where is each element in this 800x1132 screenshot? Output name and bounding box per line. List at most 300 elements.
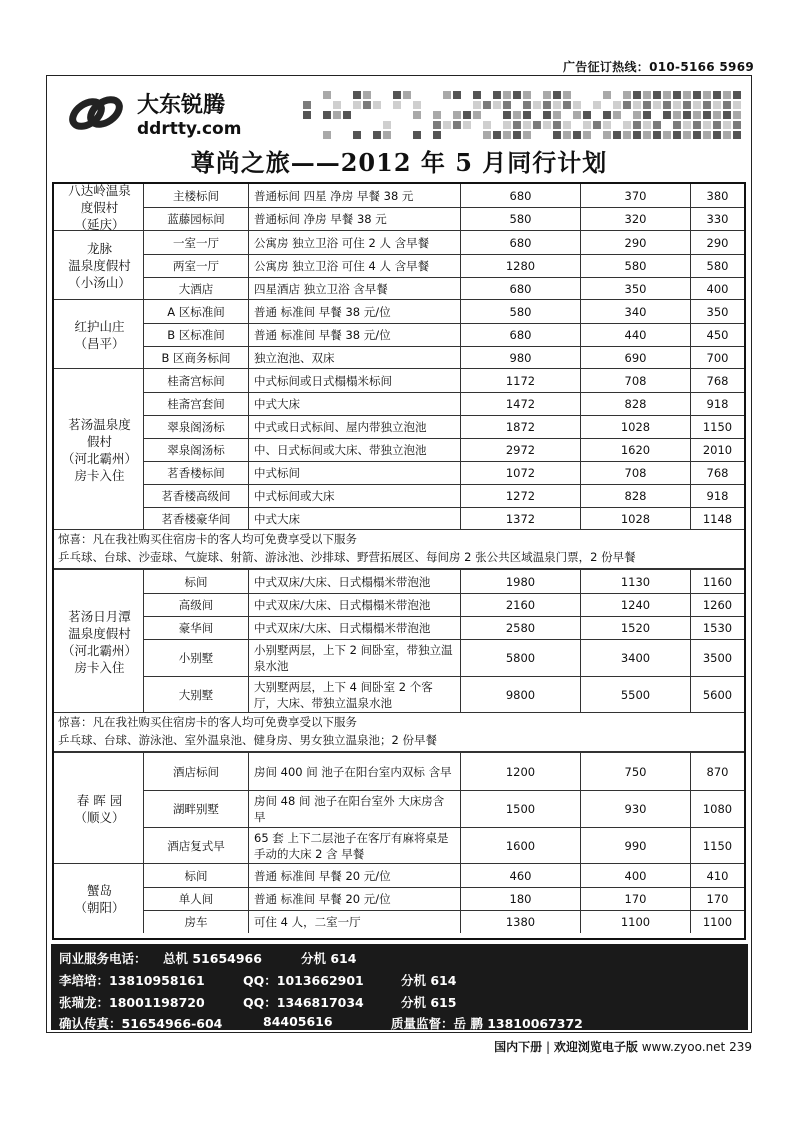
room-description: 四星酒店 独立卫浴 含早餐 xyxy=(248,278,460,300)
contact-qq: QQ：1013662901 xyxy=(243,973,364,988)
pixel-square xyxy=(733,131,741,139)
room-type: 小别墅 xyxy=(178,651,214,665)
pixel-square xyxy=(553,121,561,129)
note-line-2: 乒乓球、台球、游泳池、室外温泉池、健身房、男女独立温泉池；2 份早餐 xyxy=(58,733,437,747)
price-1: 5800 xyxy=(460,640,580,676)
price-3: 330 xyxy=(690,208,744,230)
pixel-square xyxy=(483,131,491,139)
pixel-square xyxy=(543,101,551,109)
price-3: 870 xyxy=(690,753,744,790)
price-3: 2010 xyxy=(690,439,744,461)
pixel-square xyxy=(483,121,491,129)
price-1: 2580 xyxy=(460,617,580,639)
pixel-square xyxy=(353,101,361,109)
contact-qq: QQ：1346817034 xyxy=(243,995,364,1010)
bonus-note xyxy=(54,712,744,752)
room-type: 翠泉阁汤标 xyxy=(167,443,225,457)
pixel-square xyxy=(713,111,721,119)
pixel-square xyxy=(383,131,391,139)
price-2: 290 xyxy=(580,231,690,254)
pixel-square xyxy=(303,111,311,119)
pixel-square xyxy=(333,111,341,119)
note-line-1: 惊喜：凡在我社购买住宿房卡的客人均可免费享受以下服务 xyxy=(58,532,357,546)
price-2: 990 xyxy=(580,828,690,864)
pixel-square xyxy=(453,121,461,129)
pixel-square xyxy=(713,121,721,129)
room-type: 茗香楼高级间 xyxy=(161,489,231,503)
pixel-square xyxy=(533,121,541,129)
service-ext: 分机 614 xyxy=(301,951,357,966)
pixel-square xyxy=(373,101,381,109)
footer-slogan: 欢迎浏览电子版 xyxy=(553,1040,638,1054)
pixel-square xyxy=(723,131,731,139)
hotel-location: 茗汤日月潭 温泉度假村 （河北霸州） 房卡入住 xyxy=(56,570,144,713)
pixel-square xyxy=(323,131,331,139)
supervisor: 质量监督：岳 鹏 13810067372 xyxy=(391,1016,583,1031)
price-1: 680 xyxy=(460,278,580,300)
price-2: 340 xyxy=(580,300,690,323)
room-type: 标间 xyxy=(184,868,208,883)
pixel-square xyxy=(633,121,641,129)
pixel-square xyxy=(693,131,701,139)
table-row xyxy=(144,207,744,230)
price-1: 580 xyxy=(460,300,580,323)
pixel-square xyxy=(643,91,651,99)
price-3: 350 xyxy=(690,300,744,323)
pixel-square xyxy=(673,131,681,139)
price-1: 1372 xyxy=(460,508,580,530)
price-2: 5500 xyxy=(580,677,690,713)
price-2: 1240 xyxy=(580,594,690,616)
pixel-square xyxy=(723,111,731,119)
pixel-square xyxy=(343,111,351,119)
price-3: 1160 xyxy=(690,570,744,593)
price-3: 3500 xyxy=(690,640,744,676)
pixel-square xyxy=(413,111,421,119)
logo-en: ddrtty.com xyxy=(137,119,242,139)
pixel-square xyxy=(373,131,381,139)
room-description: 普通 标准间 早餐 20 元/位 xyxy=(248,864,460,887)
price-1: 1500 xyxy=(460,791,580,827)
pixel-square xyxy=(303,101,311,109)
room-description: 中式标间或大床 xyxy=(248,485,460,507)
room-description: 公寓房 独立卫浴 可住 4 人 含早餐 xyxy=(248,255,460,277)
room-type: 大酒店 xyxy=(178,282,214,296)
room-type: 标间 xyxy=(184,574,208,589)
price-1: 9800 xyxy=(460,677,580,713)
pixel-square xyxy=(443,121,451,129)
hotel-group xyxy=(54,863,744,932)
pixel-square xyxy=(733,121,741,129)
room-description: 公寓房 独立卫浴 可住 2 人 含早餐 xyxy=(248,231,460,254)
pixel-square xyxy=(713,91,721,99)
pixel-square xyxy=(493,91,501,99)
pixel-square xyxy=(733,111,741,119)
table-row xyxy=(144,438,744,461)
price-2: 1100 xyxy=(580,911,690,933)
pixel-square xyxy=(573,101,581,109)
pixel-square xyxy=(363,101,371,109)
table-row xyxy=(144,392,744,415)
pixel-square xyxy=(333,101,341,109)
pixel-square xyxy=(503,121,511,129)
room-description: 65 套 上下二层池子在客厅有麻将桌是手动的大床 2 含 早餐 xyxy=(248,828,460,864)
bonus-note xyxy=(54,529,744,569)
pixel-square xyxy=(623,101,631,109)
price-1: 1472 xyxy=(460,393,580,415)
price-3: 768 xyxy=(690,369,744,392)
price-2: 1028 xyxy=(580,508,690,530)
table-row xyxy=(144,593,744,616)
hotel-group xyxy=(54,184,744,230)
pixel-square xyxy=(633,91,641,99)
price-2: 1520 xyxy=(580,617,690,639)
pixel-square xyxy=(563,121,571,129)
room-type: 一室一厅 xyxy=(173,235,219,250)
table-row xyxy=(144,277,744,300)
table-row xyxy=(144,415,744,438)
room-type: 桂斋宫标间 xyxy=(167,373,225,388)
room-description: 中式大床 xyxy=(248,508,460,530)
pixel-square xyxy=(643,121,651,129)
pixel-square xyxy=(523,131,531,139)
pixel-square xyxy=(673,111,681,119)
pixel-square xyxy=(523,111,531,119)
pixel-square xyxy=(503,101,511,109)
price-1: 680 xyxy=(460,184,580,207)
pixel-square xyxy=(553,131,561,139)
price-2: 400 xyxy=(580,864,690,887)
pixel-square xyxy=(593,121,601,129)
pixel-square xyxy=(713,101,721,109)
price-3: 1530 xyxy=(690,617,744,639)
room-description: 中式双床/大床、日式榻榻米带泡池 xyxy=(248,570,460,593)
pixel-square xyxy=(633,101,641,109)
pixel-square xyxy=(513,121,521,129)
table-row xyxy=(144,753,744,790)
pixel-square xyxy=(643,101,651,109)
pixel-decoration xyxy=(302,80,748,140)
pixel-square xyxy=(433,131,441,139)
pixel-square xyxy=(703,101,711,109)
table-row xyxy=(144,570,744,593)
fax: 确认传真：51654966-604 xyxy=(59,1016,223,1031)
hotel-location: 八达岭温泉 度假村 （延庆） xyxy=(56,184,144,230)
room-type: 房车 xyxy=(184,915,208,929)
pixel-square xyxy=(513,111,521,119)
hotel-location: 茗汤温泉度 假村 （河北霸州） 房卡入住 xyxy=(56,369,144,530)
pixel-square xyxy=(553,91,561,99)
contact-name: 李培培：13810958161 xyxy=(59,973,205,988)
pixel-square xyxy=(443,91,451,99)
table-row xyxy=(144,676,744,713)
pixel-square xyxy=(583,131,591,139)
price-1: 2972 xyxy=(460,439,580,461)
price-3: 1100 xyxy=(690,911,744,933)
pixel-square xyxy=(493,131,501,139)
page-title: 尊尚之旅——2012 年 5 月同行计划 xyxy=(190,148,608,177)
price-3: 170 xyxy=(690,888,744,910)
price-1: 680 xyxy=(460,231,580,254)
pixel-square xyxy=(603,131,611,139)
pixel-square xyxy=(723,121,731,129)
pixel-square xyxy=(583,111,591,119)
pixel-square xyxy=(523,91,531,99)
footer-section: 国内下册 xyxy=(494,1040,543,1054)
table-row xyxy=(144,231,744,254)
room-description: 普通 标准间 早餐 38 元/位 xyxy=(248,324,460,346)
pixel-square xyxy=(553,111,561,119)
pixel-square xyxy=(613,131,621,139)
room-description: 普通 标准间 早餐 38 元/位 xyxy=(248,300,460,323)
contact-ext: 分机 614 xyxy=(401,973,457,988)
room-description: 中式标间或日式榻榻米标间 xyxy=(248,369,460,392)
room-description: 中式双床/大床、日式榻榻米带泡池 xyxy=(248,594,460,616)
pixel-square xyxy=(683,131,691,139)
price-3: 918 xyxy=(690,393,744,415)
price-3: 768 xyxy=(690,462,744,484)
room-description: 中式双床/大床、日式榻榻米带泡池 xyxy=(248,617,460,639)
price-3: 580 xyxy=(690,255,744,277)
price-2: 1028 xyxy=(580,416,690,438)
room-description: 中式或日式标间、屋内带独立泡池 xyxy=(248,416,460,438)
page-frame xyxy=(46,75,752,1033)
room-description: 小别墅两层，上下 2 间卧室，带独立温泉水池 xyxy=(248,640,460,676)
pixel-square xyxy=(703,131,711,139)
pixel-square xyxy=(483,101,491,109)
service-label: 同业服务电话： xyxy=(59,951,147,966)
pixel-square xyxy=(613,101,621,109)
pixel-square xyxy=(623,121,631,129)
pixel-square xyxy=(453,91,461,99)
room-description: 可住 4 人，二室一厅 xyxy=(248,911,460,933)
price-1: 1072 xyxy=(460,462,580,484)
price-1: 1272 xyxy=(460,485,580,507)
note-line-2: 乒乓球、台球、沙壶球、气旋球、射箭、游泳池、沙排球、野营拓展区、每间房 2 张公共区域温泉门票，2 份早餐 xyxy=(58,550,636,564)
price-2: 690 xyxy=(580,347,690,369)
price-2: 320 xyxy=(580,208,690,230)
pixel-square xyxy=(503,91,511,99)
pixel-square xyxy=(663,111,671,119)
room-type: A 区标准间 xyxy=(167,304,225,319)
pixel-square xyxy=(433,121,441,129)
pixel-square xyxy=(723,101,731,109)
pixel-square xyxy=(653,131,661,139)
hotel-group xyxy=(54,230,744,299)
logo-mark-icon xyxy=(68,95,124,132)
room-description: 普通 标准间 早餐 20 元/位 xyxy=(248,888,460,910)
hotel-location: 红护山庄 （昌平） xyxy=(56,300,144,369)
pixel-square xyxy=(513,131,521,139)
price-3: 1150 xyxy=(690,416,744,438)
hotel-location: 龙脉 温泉度假村 （小汤山） xyxy=(56,231,144,300)
contact-name: 张瑞龙：18001198720 xyxy=(59,995,205,1010)
price-2: 350 xyxy=(580,278,690,300)
price-2: 3400 xyxy=(580,640,690,676)
price-2: 440 xyxy=(580,324,690,346)
table-row xyxy=(144,639,744,676)
table-row xyxy=(144,300,744,323)
price-3: 1150 xyxy=(690,828,744,864)
service-main: 总机 51654966 xyxy=(163,951,262,966)
pixel-square xyxy=(633,111,641,119)
price-1: 1980 xyxy=(460,570,580,593)
room-description: 中、日式标间或大床、带独立泡池 xyxy=(248,439,460,461)
price-1: 1172 xyxy=(460,369,580,392)
price-1: 980 xyxy=(460,347,580,369)
logo-cn: 大东锐腾 xyxy=(137,93,226,118)
room-type: 大别墅 xyxy=(178,688,214,702)
pixel-square xyxy=(653,101,661,109)
pixel-square xyxy=(563,131,571,139)
room-type: 主楼标间 xyxy=(173,188,219,203)
price-1: 1872 xyxy=(460,416,580,438)
pixel-square xyxy=(603,91,611,99)
pixel-square xyxy=(703,91,711,99)
price-2: 828 xyxy=(580,393,690,415)
pixel-square xyxy=(693,121,701,129)
table-row xyxy=(144,184,744,207)
table-row xyxy=(144,910,744,933)
pixel-square xyxy=(493,101,501,109)
company-logo xyxy=(57,84,337,140)
contact-bar xyxy=(51,944,748,1030)
room-type: 豪华间 xyxy=(178,621,214,635)
pixel-square xyxy=(693,91,701,99)
table-row xyxy=(144,346,744,369)
price-1: 180 xyxy=(460,888,580,910)
ad-hotline: 广告征订热线：010-5166 5969 xyxy=(562,60,754,74)
pixel-square xyxy=(433,111,441,119)
price-2: 930 xyxy=(580,791,690,827)
room-type: B 区商务标间 xyxy=(161,351,231,365)
price-2: 708 xyxy=(580,462,690,484)
table-row xyxy=(144,254,744,277)
price-2: 1620 xyxy=(580,439,690,461)
pixel-square xyxy=(323,91,331,99)
price-1: 1280 xyxy=(460,255,580,277)
hotel-group xyxy=(54,368,744,529)
pixel-square xyxy=(573,111,581,119)
pixel-square xyxy=(353,91,361,99)
pixel-square xyxy=(713,131,721,139)
pixel-square xyxy=(543,111,551,119)
pixel-square xyxy=(463,111,471,119)
price-2: 1130 xyxy=(580,570,690,593)
room-description: 中式大床 xyxy=(248,393,460,415)
pixel-square xyxy=(363,91,371,99)
pixel-square xyxy=(673,91,681,99)
pixel-square xyxy=(613,111,621,119)
pixel-square xyxy=(703,111,711,119)
price-1: 2160 xyxy=(460,594,580,616)
pixel-square xyxy=(543,91,551,99)
pixel-square xyxy=(673,121,681,129)
pixel-square xyxy=(473,111,481,119)
price-3: 400 xyxy=(690,278,744,300)
table-row xyxy=(144,790,744,827)
pixel-square xyxy=(323,111,331,119)
hotel-location: 春 晖 园 （顺义） xyxy=(56,753,144,864)
contact-ext: 分机 615 xyxy=(401,995,457,1010)
footer-divider: | xyxy=(546,1040,551,1054)
pixel-square xyxy=(503,131,511,139)
price-2: 170 xyxy=(580,888,690,910)
pixel-square xyxy=(473,101,481,109)
table-row xyxy=(144,864,744,887)
table-row xyxy=(144,827,744,864)
pixel-square xyxy=(733,101,741,109)
fax-2: 84405616 xyxy=(263,1014,333,1029)
price-1: 580 xyxy=(460,208,580,230)
hotel-group xyxy=(54,752,744,863)
page-number: 239 xyxy=(729,1040,752,1054)
table-row xyxy=(144,369,744,392)
pixel-square xyxy=(683,111,691,119)
price-3: 5600 xyxy=(690,677,744,713)
pixel-square xyxy=(733,91,741,99)
room-description: 普通标间 四星 净房 早餐 38 元 xyxy=(248,184,460,207)
price-1: 680 xyxy=(460,324,580,346)
pixel-square xyxy=(403,91,411,99)
pixel-square xyxy=(693,111,701,119)
pixel-square xyxy=(653,121,661,129)
room-type: 翠泉阁汤标 xyxy=(167,420,225,434)
price-1: 460 xyxy=(460,864,580,887)
table-row xyxy=(144,484,744,507)
pixel-square xyxy=(593,101,601,109)
price-table xyxy=(52,182,746,940)
pixel-square xyxy=(513,91,521,99)
table-row xyxy=(144,323,744,346)
pixel-square xyxy=(563,101,571,109)
room-type: 单人间 xyxy=(178,892,214,906)
pixel-square xyxy=(453,111,461,119)
pixel-square xyxy=(643,111,651,119)
pixel-square xyxy=(413,131,421,139)
price-3: 918 xyxy=(690,485,744,507)
room-type: 两室一厅 xyxy=(173,259,219,273)
price-3: 700 xyxy=(690,347,744,369)
pixel-square xyxy=(473,91,481,99)
room-description: 房间 400 间 池子在阳台室内双标 含早 xyxy=(248,753,460,790)
price-1: 1200 xyxy=(460,753,580,790)
pixel-square xyxy=(553,101,561,109)
room-type: 茗香楼标间 xyxy=(167,466,225,480)
price-2: 370 xyxy=(580,184,690,207)
pixel-square xyxy=(643,131,651,139)
pixel-square xyxy=(663,101,671,109)
price-3: 380 xyxy=(690,184,744,207)
price-3: 1148 xyxy=(690,508,744,530)
pixel-square xyxy=(393,101,401,109)
room-type: 酒店复式早 xyxy=(167,839,225,853)
pixel-square xyxy=(603,111,611,119)
pixel-square xyxy=(703,121,711,129)
room-type: 酒店标间 xyxy=(173,764,219,779)
hotel-group xyxy=(54,569,744,712)
table-row xyxy=(144,507,744,530)
price-3: 1260 xyxy=(690,594,744,616)
pixel-square xyxy=(723,91,731,99)
pixel-square xyxy=(603,121,611,129)
price-2: 750 xyxy=(580,753,690,790)
pixel-square xyxy=(523,101,531,109)
room-description: 独立泡池、双床 xyxy=(248,347,460,369)
price-2: 828 xyxy=(580,485,690,507)
page-footer xyxy=(494,1038,752,1055)
footer-url: www.zyoo.net xyxy=(641,1040,726,1054)
